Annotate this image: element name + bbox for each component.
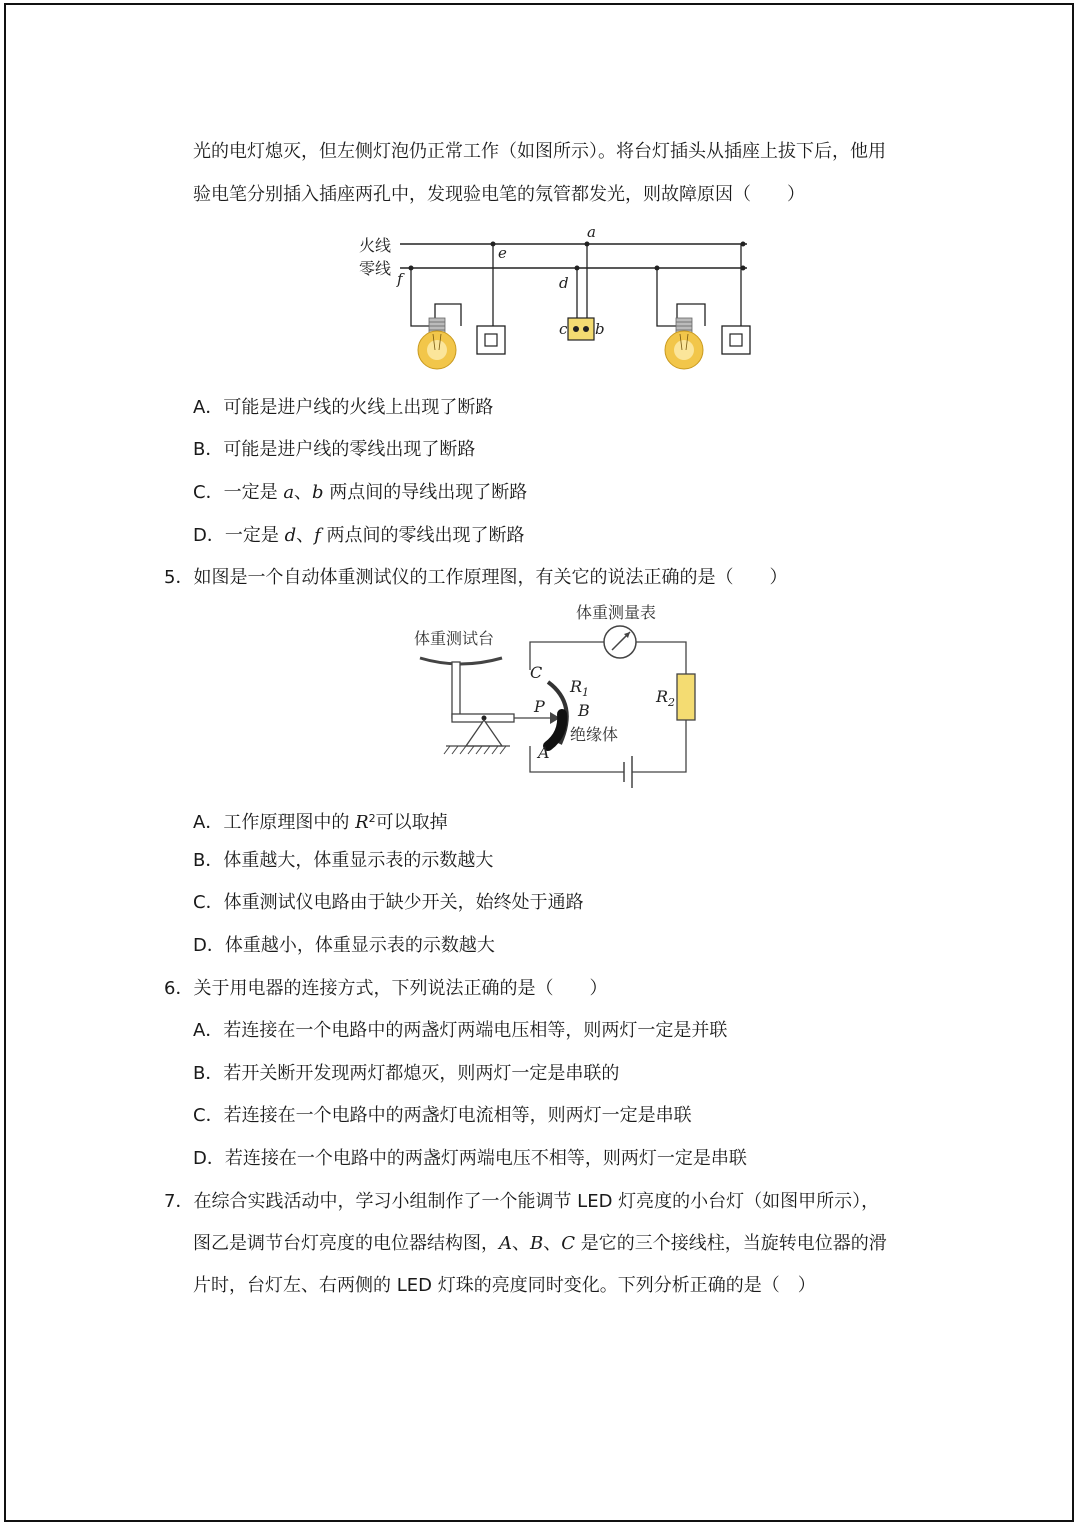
- q5-option-c: C．体重测试仪电路由于缺少开关，始终处于通路: [193, 892, 584, 913]
- point-b-label: b: [595, 320, 605, 338]
- weight-meter-icon: [604, 626, 636, 658]
- q7-stem-line3: 片时，台灯左、右两侧的 LED 灯珠的亮度同时变化。下列分析正确的是（ ）: [193, 1275, 816, 1296]
- terminal-a-label: A: [538, 743, 550, 762]
- q5-option-d: D．体重越小，体重显示表的示数越大: [193, 935, 495, 956]
- q4-stem-line2: 验电笔分别插入插座两孔中，发现验电笔的氖管都发光，则故障原因（ ）: [193, 184, 805, 205]
- r1-label: $R_1$: [570, 677, 590, 699]
- q6-option-a: A．若连接在一个电路中的两盏灯两端电压相等，则两灯一定是并联: [193, 1020, 728, 1041]
- point-a-label: a: [587, 223, 596, 241]
- battery-icon: [624, 756, 632, 788]
- q4-option-b: B．可能是进户线的零线出现了断路: [193, 439, 476, 460]
- point-c-label: c: [559, 320, 568, 338]
- q4-option-c: C．一定是 a、b 两点间的导线出现了断路: [193, 482, 528, 503]
- q5-stem: 5．如图是一个自动体重测试仪的工作原理图，有关它的说法正确的是（ ）: [164, 567, 788, 588]
- q7-stem-line1: 7．在综合实践活动中，学习小组制作了一个能调节 LED 灯亮度的小台灯（如图甲所示），: [164, 1191, 880, 1212]
- q6-option-d: D．若连接在一个电路中的两盏灯两端电压不相等，则两灯一定是串联: [193, 1148, 747, 1169]
- r2-label: $R_2$: [656, 687, 676, 709]
- point-e-label: e: [498, 244, 507, 262]
- q5-option-b: B．体重越大，体重显示表的示数越大: [193, 850, 494, 871]
- q4-option-a: A．可能是进户线的火线上出现了断路: [193, 397, 494, 418]
- terminal-c-label: C: [530, 663, 543, 682]
- q5-weight-scale-figure: [410, 596, 710, 792]
- q6-stem: 6．关于用电器的连接方式，下列说法正确的是（ ）: [164, 978, 608, 999]
- r2-resistor-icon: [677, 674, 695, 720]
- q7-stem-line2: 图乙是调节台灯亮度的电位器结构图，A、B、C 是它的三个接线柱，当旋转电位器的滑: [193, 1233, 887, 1254]
- platform-label: 体重测试台: [414, 629, 495, 648]
- q4-circuit-figure: [355, 222, 755, 374]
- neutral-wire-label: 零线: [359, 259, 392, 278]
- slider-p-label: P: [534, 697, 545, 716]
- live-wire-label: 火线: [359, 236, 392, 255]
- point-f-label: f: [397, 270, 403, 288]
- q6-option-c: C．若连接在一个电路中的两盏灯电流相等，则两灯一定是串联: [193, 1105, 692, 1126]
- insulator-label: 绝缘体: [570, 725, 619, 744]
- q4-stem-line1: 光的电灯熄灭，但左侧灯泡仍正常工作（如图所示）。将台灯插头从插座上拔下后，他用: [193, 141, 886, 162]
- q4-option-d: D．一定是 d、f 两点间的零线出现了断路: [193, 525, 525, 546]
- point-d-label: d: [559, 274, 569, 292]
- left-switch-icon: [477, 326, 505, 354]
- meter-label: 体重测量表: [576, 603, 657, 622]
- q6-option-b: B．若开关断开发现两灯都熄灭，则两灯一定是串联的: [193, 1063, 620, 1084]
- terminal-b-label: B: [578, 701, 590, 720]
- socket-icon: [568, 318, 594, 340]
- q5-option-a: A．工作原理图中的 $R^2$可以取掉: [193, 812, 448, 833]
- right-switch-icon: [722, 326, 750, 354]
